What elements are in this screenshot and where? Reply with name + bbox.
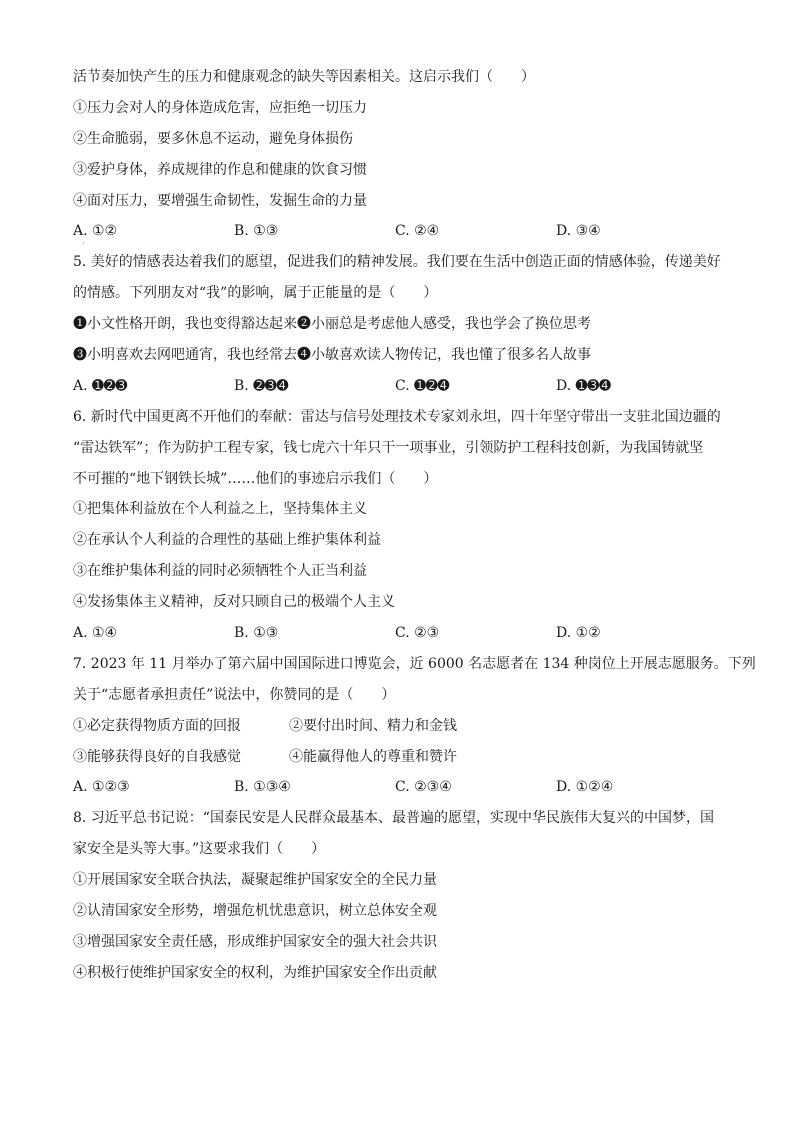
q7-item-4: ④能赢得他人的尊重和赞许 — [289, 748, 457, 765]
q5-option-b[interactable]: B. ➋➌➍ — [234, 377, 289, 394]
q5-item-line-1: ➊小文性格开朗，我也变得豁达起来➋小丽总是考虑他人感受，我也学会了换位思考 — [73, 316, 591, 333]
stray-mark: · — [82, 239, 85, 248]
q7-item-1: ①必定获得物质方面的回报 — [73, 717, 241, 734]
q7-options — [73, 772, 723, 803]
q6-item-4: ④发扬集体主义精神，反对只顾自己的极端个人主义 — [73, 594, 395, 611]
q8-item-4: ④积极行使维护国家安全的权利，为维护国家安全作出贡献 — [73, 964, 437, 981]
q6-option-b[interactable]: B. ①③ — [234, 625, 279, 642]
q8-item-2: ②认清国家安全形势，增强危机忧患意识，树立总体安全观 — [73, 903, 437, 920]
q7-items-row-1 — [73, 711, 723, 742]
q5-stem-line-2: 的情感。下列朋友对“我”的影响，属于正能量的是（ ） — [73, 285, 438, 302]
q8-item-1: ①开展国家安全联合执法，凝聚起维护国家安全的全民力量 — [73, 872, 437, 889]
q6-stem-line-2: “雷达铁军”；作为防护工程专家，钱七虎六十年只干一项事业，引领防护工程科技创新，为我国铸就坚 — [73, 439, 704, 456]
q4-stem-tail: 活节奏加快产生的压力和健康观念的缺失等因素相关。这启示我们（ ） — [73, 69, 535, 85]
q6-option-c[interactable]: C. ②③ — [395, 625, 440, 642]
q7-option-d[interactable]: D. ①②④ — [556, 779, 614, 796]
q6-stem-line-1: 6. 新时代中国更离不开他们的奉献：雷达与信号处理技术专家刘永坦，四十年坚守带出一支驻北国边疆的 — [73, 408, 721, 425]
q4-item-2: ②生命脆弱，要多休息不运动，避免身体损伤 — [73, 130, 353, 147]
q8-stem-line-2: 家安全是头等大事。”这要求我们（ ） — [73, 841, 326, 858]
q7-stem-line-2: 关于“志愿者承担责任”说法中，你赞同的是（ ） — [73, 686, 396, 703]
q4-option-d[interactable]: D. ③④ — [556, 223, 601, 240]
q4-option-c[interactable]: C. ②④ — [395, 223, 440, 240]
q5-stem-line-1: 5. 美好的情感表达着我们的愿望，促进我们的精神发展。我们要在生活中创造正面的情感体验，传递美好 — [73, 254, 721, 271]
q6-item-2: ②在承认个人利益的合理性的基础上维护集体利益 — [73, 532, 381, 549]
q6-item-1: ①把集体利益放在个人利益之上，坚持集体主义 — [73, 501, 367, 518]
q5-item-line-2: ➌小明喜欢去网吧通宵，我也经常去➍小敏喜欢读人物传记，我也懂了很多名人故事 — [73, 347, 591, 364]
q7-stem-line-1: 7. 2023 年 11 月举办了第六届中国国际进口博览会，近 6000 名志愿者在 134 种岗位上开展志愿服务。下列 — [73, 655, 756, 672]
q7-item-2: ②要付出时间、精力和金钱 — [289, 717, 457, 734]
q7-option-a[interactable]: A. ①②③ — [73, 779, 130, 796]
q7-item-3: ③能够获得良好的自我感觉 — [73, 748, 241, 765]
exam-page — [73, 62, 756, 989]
q7-option-c[interactable]: C. ②③④ — [395, 779, 452, 796]
q6-item-3: ③在维护集体利益的同时必须牺牲个人正当利益 — [73, 563, 367, 580]
q4-item-3: ③爱护身体，养成规律的作息和健康的饮食习惯 — [73, 161, 367, 178]
q5-option-d[interactable]: D. ➊➌➍ — [556, 377, 611, 394]
q7-items-row-2 — [73, 742, 723, 773]
q8-stem-line-1: 8. 习近平总书记说：“国泰民安是人民群众最基本、最普遍的愿望，实现中华民族伟大复兴的中国梦，国 — [73, 810, 714, 827]
q6-stem-line-3: 不可摧的“地下钢铁长城”……他们的事迹启示我们（ ） — [73, 470, 438, 487]
q6-option-d[interactable]: D. ①② — [556, 625, 601, 642]
q7-option-b[interactable]: B. ①③④ — [234, 779, 291, 796]
q4-options — [73, 216, 723, 247]
q4-option-b[interactable]: B. ①③ — [234, 223, 279, 240]
q5-option-c[interactable]: C. ➊➋➍ — [395, 377, 450, 394]
q6-option-a[interactable]: A. ①④ — [73, 625, 118, 642]
q5-option-a[interactable]: A. ➊➋➌ — [73, 377, 128, 394]
q6-options — [73, 618, 723, 649]
q5-options — [73, 371, 723, 402]
q4-item-1: ①压力会对人的身体造成危害，应拒绝一切压力 — [73, 99, 367, 116]
q8-item-3: ③增强国家安全责任感，形成维护国家安全的强大社会共识 — [73, 933, 437, 950]
q4-item-4: ④面对压力，要增强生命韧性，发掘生命的力量 — [73, 192, 367, 209]
q4-option-a[interactable]: A. ①② — [73, 223, 118, 240]
